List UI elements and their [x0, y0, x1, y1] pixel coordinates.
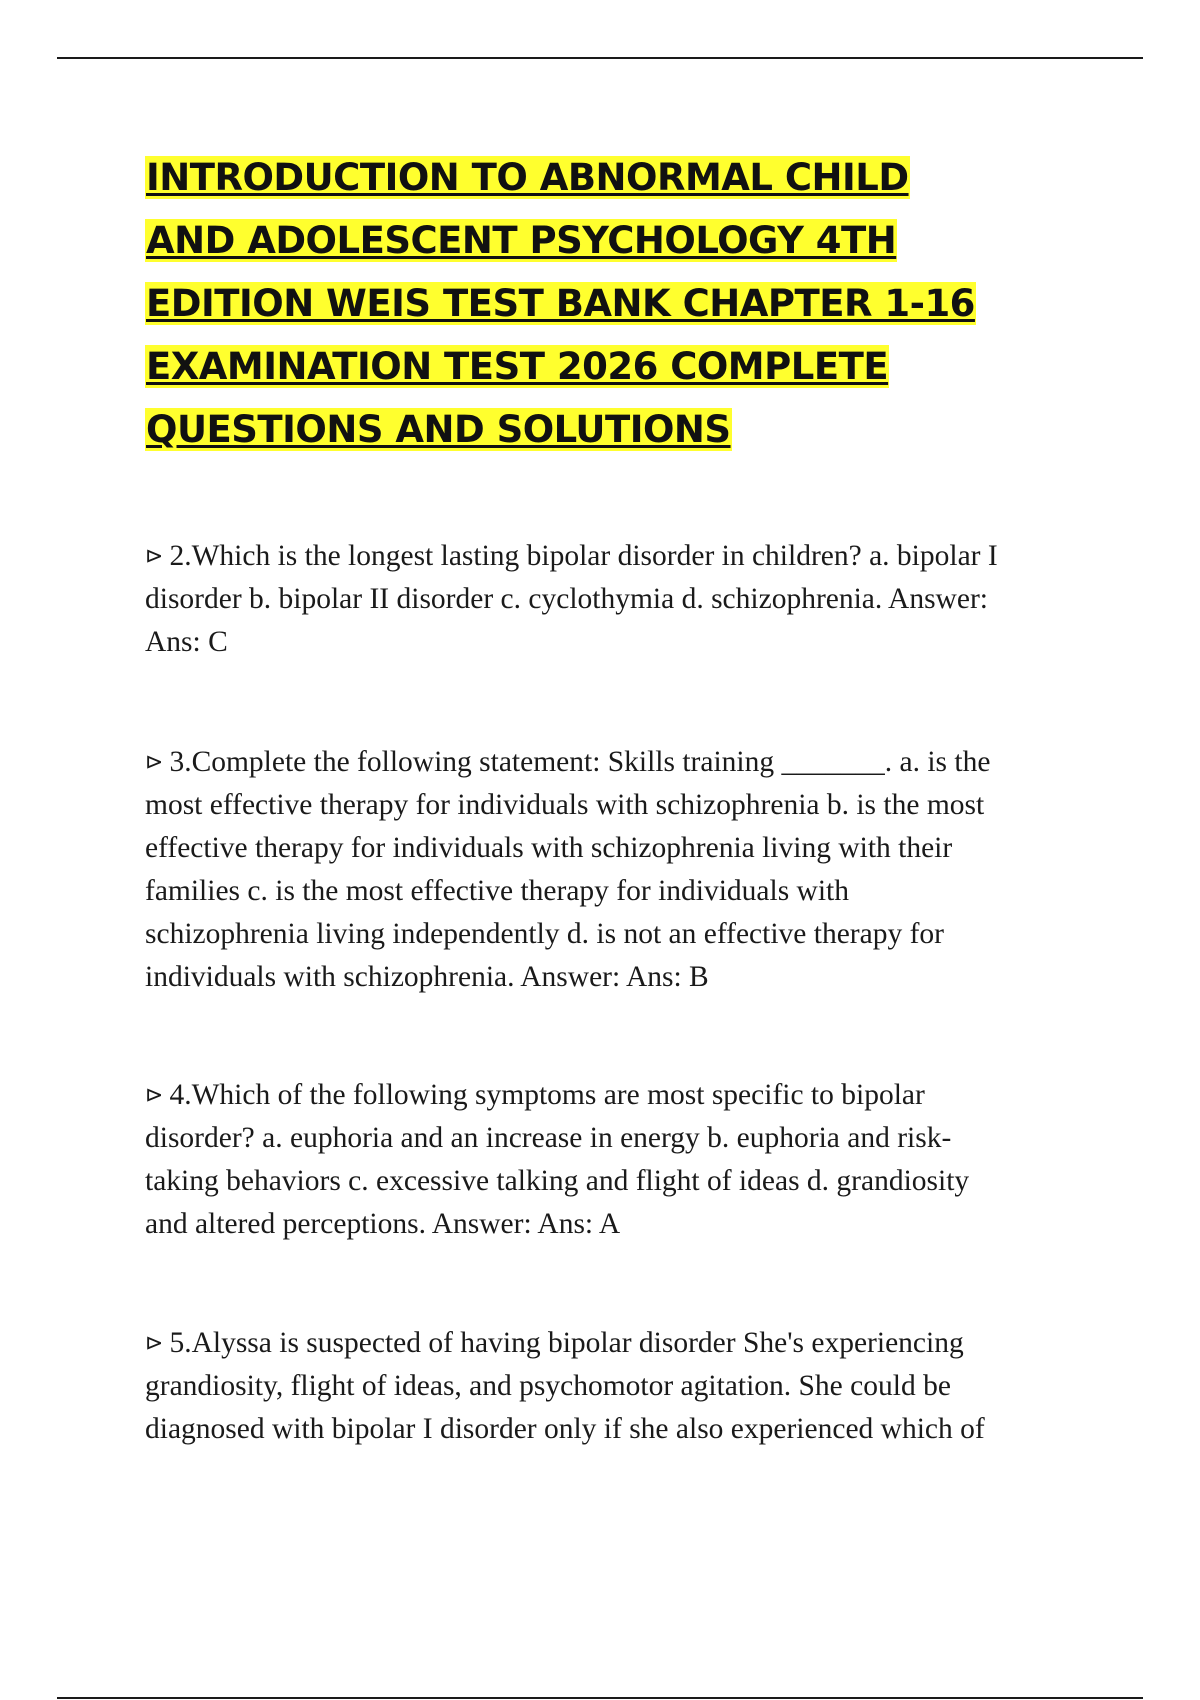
question-line: families c. is the most effective therapy for individuals with: [145, 875, 849, 907]
question-2: [145, 535, 1090, 664]
question-line: Ans: C: [145, 626, 228, 658]
triangle-bullet-icon: ⊳: [145, 1331, 164, 1356]
question-line: most effective therapy for individuals with schizophrenia b. is the most: [145, 789, 985, 821]
question-3: [145, 741, 1090, 999]
question-line: individuals with schizophrenia. Answer: Ans: B: [145, 961, 709, 993]
question-line: taking behaviors c. excessive talking and flight of ideas d. grandiosity: [145, 1165, 970, 1197]
question-line: schizophrenia living independently d. is not an effective therapy for: [145, 918, 944, 950]
question-line: [145, 535, 1090, 578]
bottom-divider: [57, 1697, 1143, 1699]
question-4: [145, 1074, 1090, 1246]
question-line: disorder b. bipolar II disorder c. cyclothymia d. schizophrenia. Answer:: [145, 583, 988, 615]
top-divider: [57, 57, 1143, 59]
question-text: 5.Alyssa is suspected of having bipolar disorder She's experiencing: [169, 1327, 964, 1359]
question-line: [145, 741, 1090, 784]
document-title: [145, 146, 1075, 461]
question-5: [145, 1322, 1090, 1451]
question-line: grandiosity, flight of ideas, and psychomotor agitation. She could be: [145, 1370, 951, 1402]
title-text: EXAMINATION TEST 2026 COMPLETE: [146, 345, 889, 388]
triangle-bullet-icon: ⊳: [145, 544, 164, 569]
triangle-bullet-icon: ⊳: [145, 1083, 164, 1108]
question-line: disorder? a. euphoria and an increase in energy b. euphoria and risk-: [145, 1122, 952, 1154]
title-text: INTRODUCTION TO ABNORMAL CHILD: [146, 156, 909, 199]
title-text: QUESTIONS AND SOLUTIONS: [146, 408, 731, 451]
question-line: effective therapy for individuals with schizophrenia living with their: [145, 832, 953, 864]
title-text: EDITION WEIS TEST BANK CHAPTER 1-16: [146, 282, 975, 325]
title-line: [145, 209, 1075, 272]
title-line: [145, 272, 1075, 335]
question-line: [145, 1074, 1090, 1117]
triangle-bullet-icon: ⊳: [145, 750, 164, 775]
question-line: diagnosed with bipolar I disorder only if she also experienced which of: [145, 1413, 985, 1445]
title-text: AND ADOLESCENT PSYCHOLOGY 4TH: [146, 219, 897, 262]
title-line: [145, 398, 1075, 461]
question-text: 2.Which is the longest lasting bipolar disorder in children? a. bipolar I: [169, 540, 998, 572]
question-line: [145, 1322, 1090, 1365]
question-text: 4.Which of the following symptoms are most specific to bipolar: [169, 1079, 925, 1111]
title-line: [145, 335, 1075, 398]
question-text: 3.Complete the following statement: Skills training _______. a. is the: [169, 746, 991, 778]
question-line: and altered perceptions. Answer: Ans: A: [145, 1208, 621, 1240]
title-line: [145, 146, 1075, 209]
